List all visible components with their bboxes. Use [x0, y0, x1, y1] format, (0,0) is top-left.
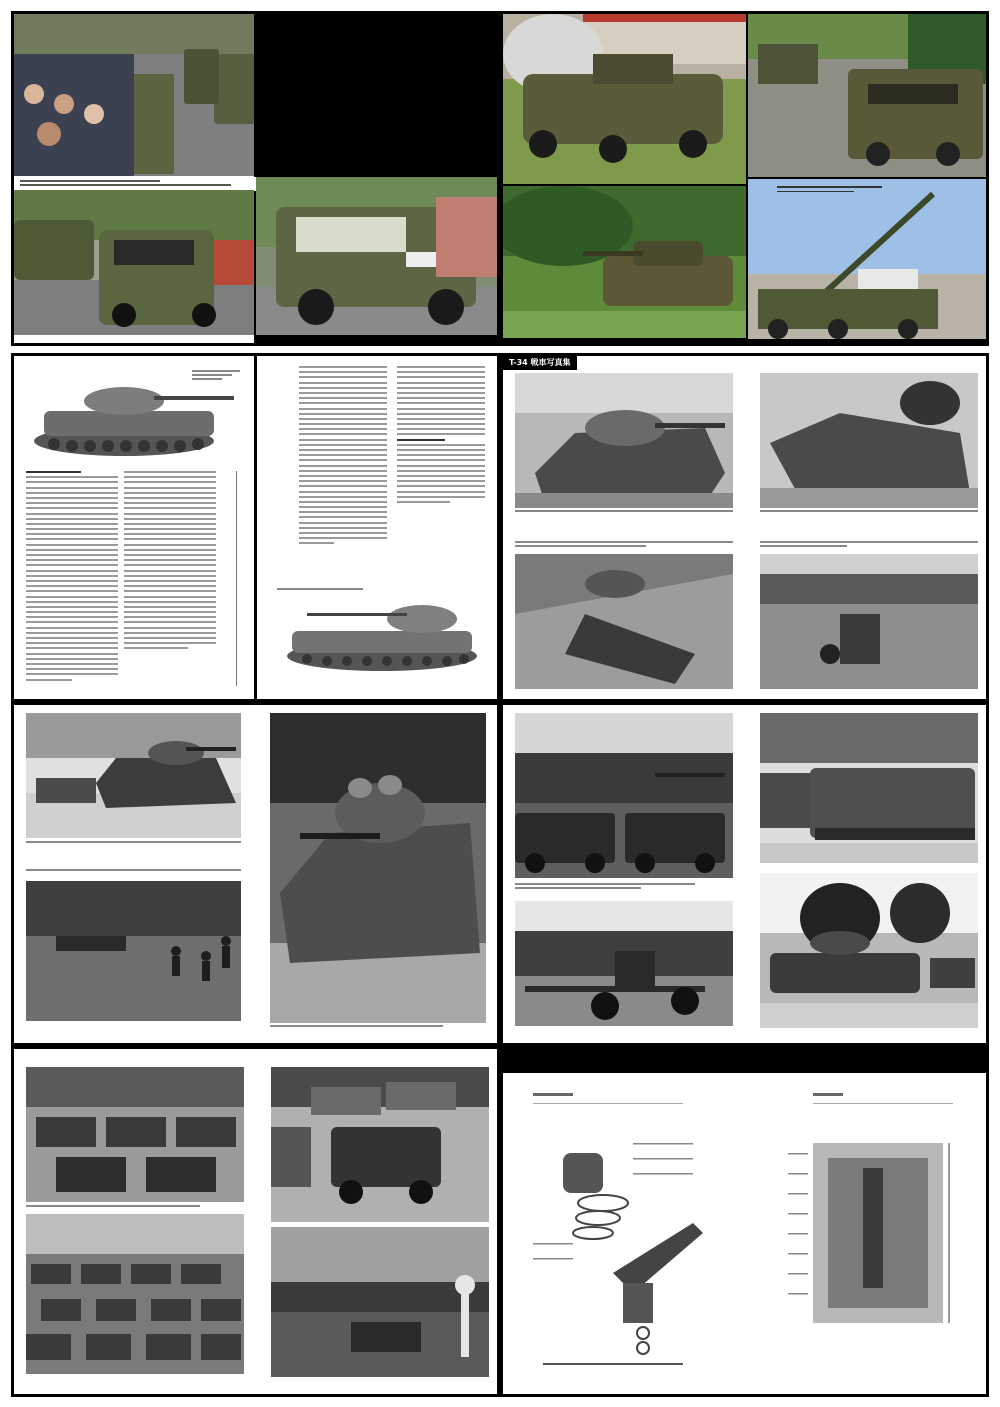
- photo-crane-truck: [748, 179, 986, 339]
- photo-rocket-launcher: [271, 1067, 489, 1222]
- photo-t34-infantry-riding: [26, 713, 241, 838]
- blank-black-band: [500, 1046, 989, 1070]
- spread-garrison-color: [500, 11, 989, 346]
- photo-artillery-tow: [515, 901, 733, 1026]
- caption-drawing-1: [192, 370, 242, 382]
- text-column-3: [299, 366, 387, 548]
- photo-tank-field: [503, 186, 746, 338]
- text-column-1: [26, 471, 118, 684]
- caption-row-2b: [760, 541, 978, 549]
- caption-row-1b: [760, 510, 978, 514]
- spread-t34-photos: [500, 353, 989, 702]
- spread-parade-bw: [500, 702, 989, 1046]
- spread-text-drawings: [11, 353, 500, 702]
- column-rule: [236, 471, 237, 686]
- spread-t34-action: [11, 702, 500, 1046]
- text-column-4: [397, 366, 485, 506]
- photo-t34-assault: [26, 881, 241, 1021]
- photo-t34-overturned: [760, 373, 978, 508]
- photo-apc-parade: [14, 190, 254, 335]
- page-text-left: [14, 356, 254, 699]
- photo-crowd-parade: [271, 1227, 489, 1377]
- section-header: T-34 戦車写真集: [503, 356, 577, 370]
- photo-t34-wreck-slope: [515, 554, 733, 689]
- spread-parade-color: [11, 11, 500, 346]
- page-parade-bw: [503, 705, 986, 1043]
- page-action: [14, 705, 497, 1043]
- drawing-tank-2: [272, 591, 482, 681]
- caption-strip: [16, 177, 258, 191]
- photo-manual-assembly: [768, 1083, 968, 1383]
- spread-mass-parade: [11, 1046, 500, 1397]
- text-column-2: [124, 471, 216, 653]
- photo-jeep-truck: [256, 177, 497, 335]
- photo-t34-field-gun: [760, 554, 978, 689]
- page-t34: [503, 356, 986, 699]
- diagram-exploded-housing: [523, 1083, 723, 1383]
- photo-massed-tanks: [26, 1214, 244, 1374]
- photo-jeeps-parade: [515, 713, 733, 878]
- photo-parade-street: [14, 14, 254, 176]
- photo-m24-tank-parade: [760, 873, 978, 1028]
- photo-t34-knocked-out: [515, 373, 733, 508]
- photo-apc-bw: [760, 713, 978, 863]
- caption-crane: [773, 182, 891, 198]
- page-mass-parade: [14, 1049, 497, 1394]
- photo-tank-columns: [26, 1067, 244, 1202]
- photo-armored-car-lawn: [503, 14, 746, 184]
- caption-row-1: [515, 510, 733, 514]
- caption-columns: [26, 1205, 244, 1209]
- page-number: [132, 334, 133, 339]
- caption-row-2: [515, 541, 733, 549]
- photo-truck-lot: [748, 14, 986, 177]
- photo-t34-closeup: [270, 713, 486, 1023]
- page-text-right: [257, 356, 497, 699]
- spread-manual: [500, 1070, 989, 1397]
- page-manual: [503, 1073, 986, 1394]
- caption-closeup: [270, 1025, 486, 1029]
- caption-action-1: [26, 841, 241, 845]
- caption-action-2: [26, 869, 241, 873]
- caption-jeeps: [515, 883, 695, 891]
